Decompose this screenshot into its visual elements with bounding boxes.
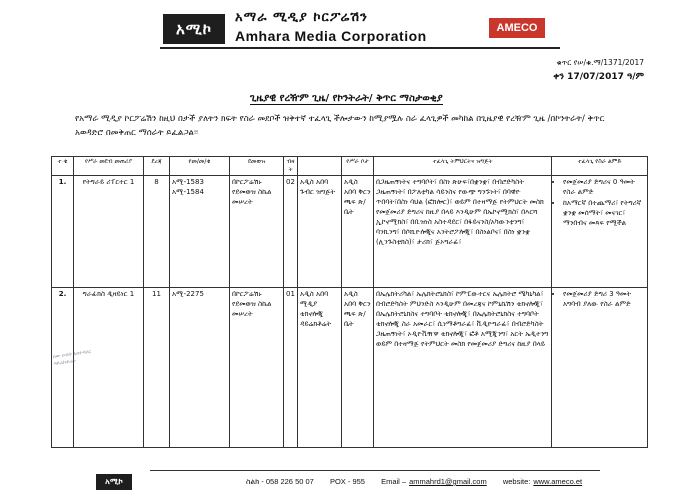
footer-divider (150, 470, 600, 471)
col-header-no: ተ ቁ (52, 157, 74, 176)
vacancy-table (51, 156, 648, 448)
footer-contact (246, 477, 596, 487)
col-header-experience: ተፈላጊ የስራ ልምድ (552, 157, 648, 176)
row-place: አዲስ አበባ ቅርን ጫፍ ጽ/ቤት (342, 176, 374, 288)
footer-phone: ስልክ - 058 226 50 07 (246, 477, 314, 486)
row-no: 2. (52, 288, 74, 448)
footer-email-link[interactable]: ammahrd1@gmail.com (409, 477, 487, 486)
org-name-amharic: አማራ ሚዲያ ኮርፖሬሽን (235, 10, 368, 25)
col-header-salary: ደመወዝ (230, 157, 284, 176)
row-grade: 8 (144, 176, 170, 288)
table-row (52, 176, 648, 288)
announcement-intro: የአማራ ሚዲያ ኮርፖሬሽን ከዚህ በታች ያለትን ክፍት የስራ መደቦች ዝቅተኛ ተፈላጊ ችሎታውን ከሚያሟሉ ስራ ፈላጊዎች መካከል በጊዜያዊ የረዥም ጊዜ /በኮንትራት/ ቅጥር አወዳድሮ በመቅጠር ማሰራት ይፈልጋል፡፡ (75, 114, 605, 138)
row-education: በጋዜጠኝነትና ተግባቦት፣ በስነ ጽሁፍ፣በቋንቋ፣ በብሮድካስት ጋዜጠኝነት፣ በፖለቲካል ሳይንስና የውጭ ግንኙነት፣ በባዊዮ ጥበባት፣በስነ ባህል (ፎክሎር)፣ ወይም በተዛማጅ የትምህርት መስክ የመጀመሪያ ድግሪና ከዚያ በላይ እንዲሁም በኤኮኖሚክስ፣ በእርሻ ኢኮኖሚክስ፣ በቢዝነስ አስተዳደር፣ በፋይናንስ/አካውንቲንግ፣ ባንኪንግ፣ በሶሺዮሎጂና አንትሮፖሎጂ፣ በስነልቦና፣ በስነ ቋንቋ (ሊንጉስቲክስ)፣ ታሪክ፣ ጅኦግራፊ፣ (374, 176, 552, 288)
row-station: አዲስ አበባ ጉብር ዝግጅት (298, 176, 342, 288)
col-header-education: ተፈላጊ ትምህርትና ዝግጅት (374, 157, 552, 176)
row-salary: በኮርፖሬሽኑ የደመወዝ ስኬል መሠረት (230, 176, 284, 288)
row-experience (552, 176, 648, 288)
row-position: የትግራይ ሪፐርተር 1 (74, 176, 144, 288)
experience-item: • ከአማርኛ በተጨማሪ፣ የትግሪኛ ቋንቋ መሰማት፣ መናገር፣ ማንበብና መጻፍ የሚችል (563, 198, 645, 228)
row-codes: አሚ-1583 አሚ-1584 (170, 176, 230, 288)
row-place: አዲስ አበባ ቅርን ጫፍ ጽ/ቤት (342, 288, 374, 448)
col-header-station (298, 157, 342, 176)
col-header-grade: ደረጃ (144, 157, 170, 176)
col-header-code: የመ/መ/ቁ (170, 157, 230, 176)
experience-item: • የመጀመሪያ ድግሪና 0 ዓመት የስራ ልምድ (563, 177, 645, 197)
document-date: ቀን 17/07/2017 ዓ/ም (553, 72, 644, 82)
header-divider (160, 47, 560, 49)
footer-email-label: Email – (381, 477, 407, 486)
col-header-qty: ብዛ ት (284, 157, 298, 176)
footer-website-link[interactable]: www.ameco.et (533, 477, 583, 486)
col-header-position: የሥራ መደብ መጠሪያ (74, 157, 144, 176)
announcement-title: ጊዜያዊ የረዥም ጊዜ/ የኮንትራት/ ቅጥር ማስታወቂያ (250, 93, 443, 104)
row-position: ግራፊክስ ዲዛይነር 1 (74, 288, 144, 448)
row-qty: 01 (284, 288, 298, 448)
official-stamp: ሰው ሀብት አስተዳደር ዳይሬክቶሬት (52, 348, 92, 368)
row-codes: አሚ-2275 (170, 288, 230, 448)
table-row (52, 288, 648, 448)
table-header-row (52, 157, 648, 176)
footer-logo: አሚኮ (96, 474, 132, 490)
ameco-badge: AMECO (489, 18, 545, 38)
footer-pox: POX - 955 (329, 477, 365, 486)
row-experience (552, 288, 648, 448)
row-grade: 11 (144, 288, 170, 448)
experience-item: • የመጀመሪያ ድግሪ 3 ዓመት አግባብ ያለው የስራ ልምድ (563, 289, 645, 309)
org-name-english: Amhara Media Corporation (235, 28, 427, 44)
col-header-place: የሥራ ቦታ (342, 157, 374, 176)
row-no: 1. (52, 176, 74, 288)
row-salary: በኮርፖሬሽኑ የደመወዝ ስኬል መሠረት (230, 288, 284, 448)
reference-number: ቁጥር የሠ/ቁ.ማ/1371/2017 (556, 58, 644, 67)
footer-website-label: website: (502, 477, 531, 486)
amhara-media-logo: አሚኮ (163, 14, 225, 44)
row-qty: 02 (284, 176, 298, 288)
row-station: አዲስ አበባ ሚዲያ ቴክኖሎጂ ዳይሬክቶሬት (298, 288, 342, 448)
row-education: በኤሌክትሪካል፣ ኤሌክትሮኒክስ፣ ኮምፒውተርና ኤሌክትሮ ሜካኒካል፣ በብሮድካስት ምህንድስ እንዲሁም በመረጃና ኮምኒኬሽን ቴክኖሎጂ፣ በኤሌክትሮኒክስና ተግባቦት ቴክኖሎጂ፣ በኤሌክትሮኒክስና ተግባቦት ቴክኖሎጂ ስራ አመራር፣ ሲነማቶግራፊ፣ ቪዲዮግራፊ፣ በብሮድካስት ጋዜጠኝነት፣ ኦዲዮቪዥዋ ቴክኖሎጂ፣ ፎቶ አሚጂንግ፣ አርት ኤዲተንግ ወይም በተዛማጅ የትምህርት መስክ የመጀመሪያ ድግሪና ከዚያ በላይ (374, 288, 552, 448)
